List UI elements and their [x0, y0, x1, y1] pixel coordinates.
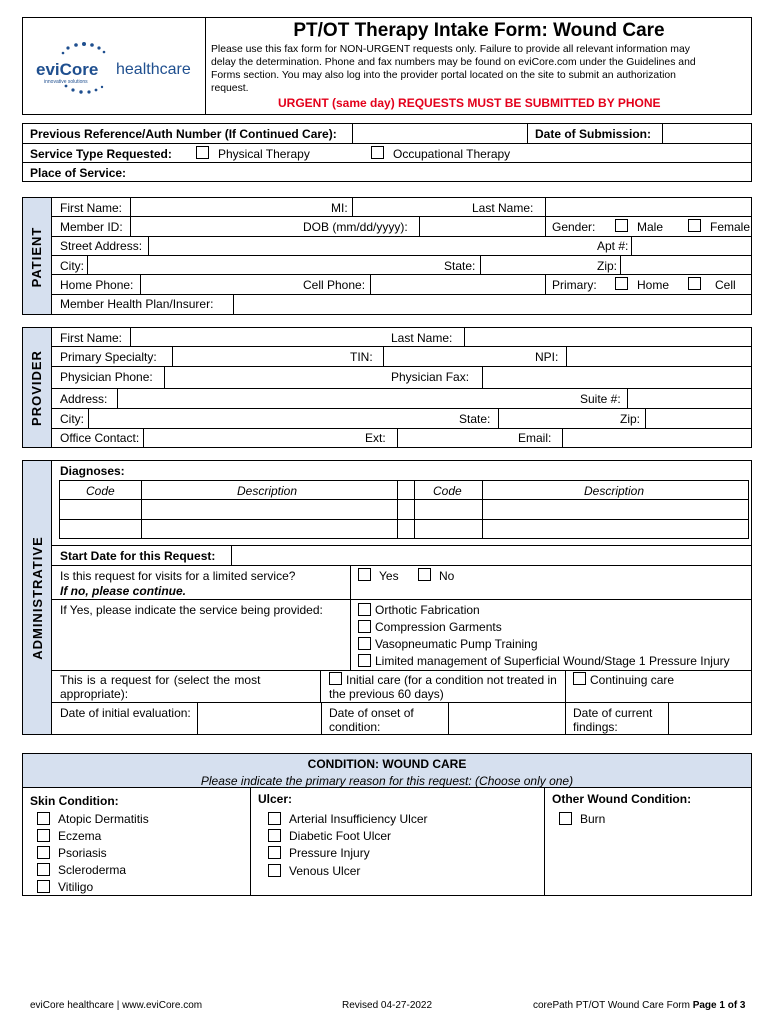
provider-email-input[interactable] [563, 429, 751, 447]
patient-member-id-input[interactable] [131, 217, 291, 235]
patient-dob-label: DOB (mm/dd/yyyy): [303, 220, 408, 234]
footer-form-name: corePath PT/OT Wound Care Form [533, 1000, 693, 1011]
divider [321, 702, 322, 735]
divider [52, 702, 752, 703]
provider-specialty-label: Primary Specialty: [60, 350, 157, 364]
skin-option-checkbox[interactable] [37, 829, 50, 842]
patient-city-input[interactable] [88, 256, 438, 274]
provider-zip-input[interactable] [646, 409, 751, 428]
divider [544, 788, 545, 896]
provider-specialty-input[interactable] [173, 347, 343, 366]
provider-fax-label: Physician Fax: [391, 370, 470, 384]
patient-last-name-label: Last Name: [472, 201, 534, 215]
divider [565, 670, 566, 702]
patient-street-input[interactable] [149, 237, 589, 255]
logo-tagline: innovative solutions [44, 79, 88, 85]
gender-male-label: Male [637, 220, 664, 234]
skin-option-label: Eczema [58, 829, 102, 843]
footer-page-number: Page 1 of 3 [692, 1000, 746, 1011]
divider [52, 599, 752, 600]
continuing-care-label: Continuing care [590, 673, 675, 687]
diagnoses-code-header: Code [86, 484, 115, 498]
date-onset-label: Date of onset of [329, 706, 414, 720]
skin-option-checkbox[interactable] [37, 846, 50, 859]
patient-health-plan-label: Member Health Plan/Insurer: [60, 297, 214, 311]
patient-state-input[interactable] [481, 256, 591, 274]
skin-option-label: Psoriasis [58, 846, 107, 860]
footer-revised: Revised 04-27-2022 [342, 1000, 433, 1011]
divider [250, 788, 251, 896]
request-for-label: This is a request for (select the most [60, 673, 261, 687]
service-type-label: Service Type Requested: [30, 147, 172, 161]
intro-line: delay the determination. Phone and fax numbers may be found on eviCore.com under the Guidelines and [211, 57, 696, 68]
primary-home-checkbox[interactable] [615, 277, 628, 290]
provider-tin-input[interactable] [384, 347, 524, 366]
patient-mi-label: MI: [331, 201, 348, 215]
other-wound-header: Other Wound Condition: [552, 792, 692, 806]
gender-female-checkbox[interactable] [688, 219, 701, 232]
date-initial-eval-input[interactable] [198, 703, 320, 734]
provider-npi-input[interactable] [567, 347, 751, 366]
diagnoses-description-header: Description [237, 484, 298, 498]
provider-phone-input[interactable] [165, 367, 380, 388]
diagnosis-description-input[interactable] [483, 520, 748, 538]
intro-line: Please use this fax form for NON-URGENT requests only. Failure to provide all relevant information may [211, 44, 690, 55]
diagnosis-code-input[interactable] [60, 500, 141, 519]
service-compression-label: Compression Garments [375, 620, 502, 634]
service-limited-management-checkbox[interactable] [358, 654, 371, 667]
ulcer-option-checkbox[interactable] [268, 864, 281, 877]
provider-last-name-label: Last Name: [391, 331, 453, 345]
patient-mi-input[interactable] [353, 198, 463, 216]
ulcer-option-label: Pressure Injury [289, 846, 370, 860]
provider-state-label: State: [459, 412, 491, 426]
start-date-input[interactable] [232, 546, 751, 565]
logo-suffix: healthcare [116, 61, 191, 78]
patient-last-name-input[interactable] [546, 198, 751, 216]
patient-state-label: State: [444, 259, 476, 273]
limited-no-label: No [439, 569, 455, 583]
limited-service-note: If no, please continue. [60, 584, 187, 598]
primary-cell-checkbox[interactable] [688, 277, 701, 290]
page-title: PT/OT Therapy Intake Form: Wound Care [293, 20, 665, 41]
diagnoses-code-header: Code [433, 484, 462, 498]
condition-title: CONDITION: WOUND CARE [307, 757, 467, 771]
provider-city-label: City: [60, 412, 84, 426]
place-of-service-input[interactable] [136, 163, 751, 181]
diagnosis-code-input[interactable] [415, 520, 482, 538]
date-submission-label: Date of Submission: [535, 127, 652, 141]
ulcer-option-label: Venous Ulcer [289, 864, 361, 878]
skin-condition-header: Skin Condition: [30, 794, 119, 808]
date-current-input[interactable] [669, 703, 751, 734]
patient-apt-label: Apt #: [597, 239, 629, 253]
patient-member-id-label: Member ID: [60, 220, 123, 234]
limited-yes-label: Yes [379, 569, 399, 583]
divider [527, 123, 528, 143]
patient-zip-label: Zip: [597, 259, 618, 273]
patient-first-name-input[interactable] [131, 198, 321, 216]
provider-last-name-input[interactable] [465, 328, 751, 346]
if-yes-label: If Yes, please indicate the service being provided: [60, 603, 323, 617]
start-date-label: Start Date for this Request: [60, 549, 216, 563]
provider-suite-input[interactable] [628, 389, 751, 408]
diagnosis-code-input[interactable] [60, 520, 141, 538]
prev-ref-label: Previous Reference/Auth Number (If Continued Care): [30, 127, 337, 141]
limited-service-question: Is this request for visits for a limited service? [60, 569, 296, 583]
footer-left: eviCore healthcare | www.eviCore.com [30, 1000, 203, 1011]
provider-office-contact-input[interactable] [144, 429, 354, 447]
ulcer-option-label: Diabetic Foot Ulcer [289, 829, 392, 843]
ulcer-option-checkbox[interactable] [268, 829, 281, 842]
divider [350, 565, 351, 670]
provider-office-contact-label: Office Contact: [60, 431, 140, 445]
provider-ext-input[interactable] [398, 429, 508, 447]
initial-care-label: Initial care (for a condition not treated in [346, 673, 557, 687]
patient-gender-label: Gender: [552, 220, 596, 234]
other-burn-label: Burn [580, 812, 606, 826]
provider-state-input[interactable] [499, 409, 614, 428]
patient-primary-label: Primary: [552, 278, 597, 292]
date-current-label-cont: findings: [573, 720, 618, 734]
diagnoses-description-header: Description [584, 484, 645, 498]
divider [320, 670, 321, 702]
patient-apt-input[interactable] [632, 237, 751, 255]
provider-section-label: PROVIDER [29, 350, 44, 426]
urgent-notice: URGENT (same day) REQUESTS MUST BE SUBMITTED BY PHONE [278, 96, 661, 110]
service-vasopneumatic-checkbox[interactable] [358, 637, 371, 650]
date-onset-label-cont: condition: [329, 720, 381, 734]
service-orthotic-checkbox[interactable] [358, 603, 371, 616]
patient-section-label: PATIENT [29, 226, 44, 288]
divider [545, 216, 546, 236]
date-current-label: Date of current [573, 706, 653, 720]
provider-npi-label: NPI: [535, 350, 559, 364]
divider [397, 480, 398, 539]
patient-first-name-label: First Name: [60, 201, 123, 215]
patient-zip-input[interactable] [621, 256, 751, 274]
occupational-therapy-checkbox[interactable] [371, 146, 384, 159]
ulcer-option-checkbox[interactable] [268, 846, 281, 859]
divider [545, 274, 546, 294]
skin-option-label: Atopic Dermatitis [58, 812, 149, 826]
other-burn-checkbox[interactable] [559, 812, 572, 825]
skin-option-checkbox[interactable] [37, 880, 50, 893]
intro-line: Forms section. You may also log into the provider portal located on the site to submit an authorization [211, 70, 676, 81]
divider [22, 143, 752, 144]
skin-option-label: Scleroderma [58, 863, 127, 877]
service-orthotic-label: Orthotic Fabrication [375, 603, 480, 617]
prev-ref-input[interactable] [353, 124, 526, 142]
date-onset-input[interactable] [449, 703, 565, 734]
request-for-label-cont: appropriate): [60, 687, 129, 701]
ulcer-option-checkbox[interactable] [268, 812, 281, 825]
provider-suite-label: Suite #: [580, 392, 621, 406]
patient-dob-input[interactable] [420, 217, 544, 235]
diagnoses-label: Diagnoses: [60, 464, 125, 478]
patient-home-phone-label: Home Phone: [60, 278, 134, 292]
patient-health-plan-input[interactable] [234, 295, 751, 314]
physical-therapy-checkbox[interactable] [196, 146, 209, 159]
limited-yes-checkbox[interactable] [358, 568, 371, 581]
place-of-service-label: Place of Service: [30, 166, 127, 180]
evicore-logo [30, 38, 200, 100]
divider [52, 670, 752, 671]
provider-first-name-input[interactable] [131, 328, 381, 346]
occupational-therapy-label: Occupational Therapy [393, 147, 511, 161]
service-limited-management-label: Limited management of Superficial Wound/Stage 1 Pressure Injury [375, 654, 730, 668]
provider-fax-input[interactable] [483, 367, 751, 388]
skin-option-checkbox[interactable] [37, 863, 50, 876]
service-vasopneumatic-label: Vasopneumatic Pump Training [375, 637, 538, 651]
diagnosis-description-input[interactable] [142, 500, 397, 519]
ulcer-option-label: Arterial Insufficiency Ulcer [289, 812, 428, 826]
ulcer-header: Ulcer: [258, 792, 293, 806]
patient-cell-phone-input[interactable] [371, 275, 544, 293]
date-initial-eval-label: Date of initial evaluation: [60, 706, 191, 720]
diagnosis-description-input[interactable] [142, 520, 397, 538]
diagnosis-code-input[interactable] [415, 500, 482, 519]
patient-street-label: Street Address: [60, 239, 143, 253]
footer-right [533, 999, 746, 1013]
patient-cell-phone-label: Cell Phone: [303, 278, 366, 292]
gender-male-checkbox[interactable] [615, 219, 628, 232]
initial-care-checkbox[interactable] [329, 672, 342, 685]
divider [565, 702, 566, 735]
date-submission-input[interactable] [663, 124, 751, 142]
provider-email-label: Email: [518, 431, 552, 445]
administrative-section-label: ADMINISTRATIVE [30, 536, 45, 660]
provider-address-input[interactable] [118, 389, 573, 408]
gender-female-label: Female [710, 220, 751, 234]
physical-therapy-label: Physical Therapy [218, 147, 310, 161]
skin-option-label: Vitiligo [58, 880, 94, 894]
provider-city-input[interactable] [89, 409, 449, 428]
provider-ext-label: Ext: [365, 431, 386, 445]
provider-address-label: Address: [60, 392, 108, 406]
diagnosis-description-input[interactable] [483, 500, 748, 519]
initial-care-label-cont: the previous 60 days) [329, 687, 444, 701]
provider-phone-label: Physician Phone: [60, 370, 153, 384]
divider [52, 565, 752, 566]
patient-home-phone-input[interactable] [141, 275, 296, 293]
intro-line: request. [211, 83, 249, 94]
intro-text [211, 43, 749, 95]
limited-no-checkbox[interactable] [418, 568, 431, 581]
provider-zip-label: Zip: [620, 412, 641, 426]
service-compression-checkbox[interactable] [358, 620, 371, 633]
skin-option-checkbox[interactable] [37, 812, 50, 825]
logo-brand: eviCore [36, 60, 99, 79]
primary-home-label: Home [637, 278, 670, 292]
primary-cell-label: Cell [715, 278, 736, 292]
continuing-care-checkbox[interactable] [573, 672, 586, 685]
condition-subtitle: Please indicate the primary reason for this request: (Choose only one) [200, 774, 574, 788]
patient-city-label: City: [60, 259, 84, 273]
provider-tin-label: TIN: [350, 350, 373, 364]
provider-first-name-label: First Name: [60, 331, 123, 345]
